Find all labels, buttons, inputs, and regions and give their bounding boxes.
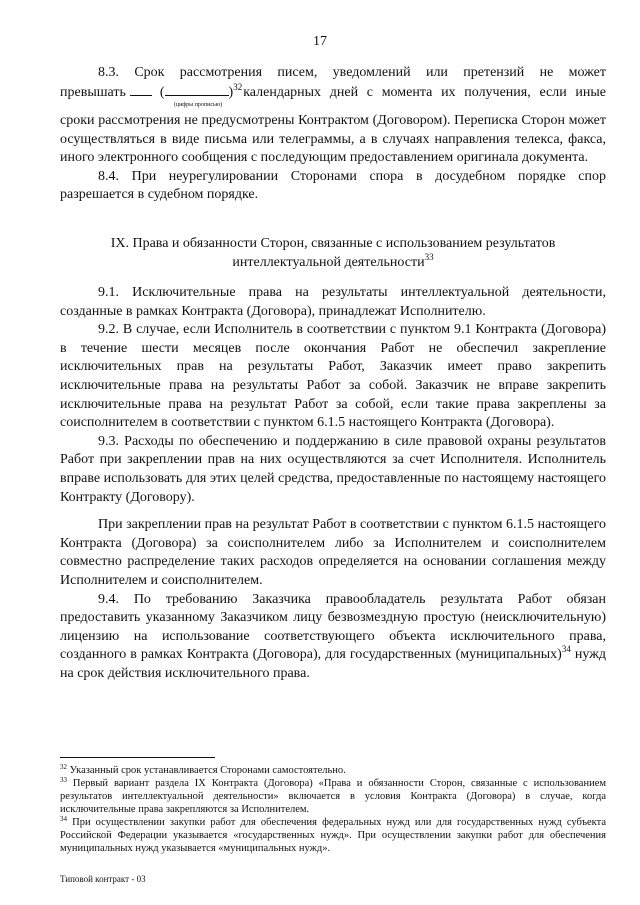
clause-8-3-continuation: сроки рассмотрения не предусмотрены Контрактом (Договором). Переписка Сторон может осуществляться в виде письма или телеграммы, а в случаях направления телекса, факса, иного электронного сообщения с последующим предоставлением оригинала документа. [60,113,606,166]
clause-8-3-line1: 8.3. Срок рассмотрения писем, уведомлений или претензий не может [98,65,606,80]
footnote-separator [60,757,215,758]
footnote-34-mark: 34 [60,815,67,823]
exceed-word: превышать [60,84,126,100]
clause-8-3-line2 [60,81,606,108]
clause-9-2: 9.2. В случае, если Исполнитель в соответствии с пунктом 9.1 Контракта (Договора) в течение шести месяцев после окончания Работ не обеспечил закрепление исключительных прав на результаты Работ, Заказчик имеет право закрепить исключительные права на результаты Работ за собой. Заказчик не вправе закрепить исключительные права на результат Работ за собой, если такие права закреплены за соисполнителем в соответствии с пунктом 6.1.5 настоящего Контракта (Договора). [60,322,606,431]
open-paren: ( [159,84,165,100]
footnotes [60,764,606,855]
footnote-32-mark: 32 [60,763,67,771]
footnote-ref-34: 34 [561,644,571,655]
clause-8-4: 8.4. При неурегулировании Сторонами спора в досудебном порядке спор разрешается в судебном порядке. [60,168,606,203]
clause-9-1: 9.1. Исключительные права на результаты интеллектуальной деятельности, созданные в рамках Контракта (Договора), принадлежат Исполнителю. [60,285,606,319]
section-ix-title-line2: интеллектуальной деятельности [232,254,425,270]
footnote-33-mark: 33 [60,776,67,784]
blank-caption: (цифры прописью) [173,101,223,108]
close-paren: ) [228,84,234,100]
words-blank [165,83,229,96]
section-ix-title [60,235,606,272]
clause-9-4-text: 9.4. По требованию Заказчика правообладатель результата Работ обязан предоставить указанному Заказчиком лицу безвозмездную простую (неисключительную) лицензию на использование соответствующего объекта исключительного права, созданного в рамках Контракта (Договора), для государственных (муниципальных) [60,591,606,663]
section-ix-body [60,284,606,683]
footnote-33 [60,777,606,816]
section-ix-title-line1: IX. Права и обязанности Сторон, связанные с использованием результатов [110,236,556,251]
section-ix-title-line2-wrap [60,251,606,273]
after-blanks-text: календарных дней с момента их получения, если иные [243,84,606,100]
clause-9-3-continuation: При закреплении прав на результат Работ в соответствии с пунктом 6.1.5 настоящего Контракта (Договора) за соисполнителем либо за Исполнителем и соисполнителем совместно распределение таких расходов определяется на основании соглашения между Исполнителем и соисполнителем. [60,517,606,588]
form-label: Типовой контракт - 03 [60,874,146,884]
clause-9-4 [60,591,606,684]
clause-8-3 [60,64,606,108]
footnote-ref-33: 33 [424,251,434,262]
page-number: 17 [313,34,327,49]
footnote-ref-32: 32 [233,81,243,92]
clause-9-3: 9.3. Расходы по обеспечению и поддержанию в силе правовой охраны результатов Работ при закреплении прав на них осуществляются за счет Исполнителя. Исполнитель вправе использовать для этих целей средства, предоставленные по настоящему настоящего Контракту (Договору). [60,433,606,505]
number-blank [130,83,152,96]
footnote-34 [60,816,606,855]
clause-8-3-continuation-block [60,112,606,205]
words-blank-group [159,81,243,108]
footnote-34-text: При осуществлении закупки работ для обеспечения федеральных нужд или для государственных нужд субъекта Российской Федерации указывается «государственных нужд». При осуществлении закупки работ для обеспечения муниципальных нужд указывается «муниципальных нужд». [60,817,606,854]
clause-9-4-tail: нужд на срок действия исключительного права. [60,647,607,681]
footnote-32 [60,764,606,777]
footnote-33-text: Первый вариант раздела IX Контракта (Договора) «Права и обязанности Сторон, связанные с использованием результатов интеллектуальной деятельности» включается в условия Контракта (Договора) в случае, когда исключительные права закрепляются за Исполнителем. [60,778,606,815]
footnote-32-text: Указанный срок устанавливается Сторонами самостоятельно. [67,765,346,776]
